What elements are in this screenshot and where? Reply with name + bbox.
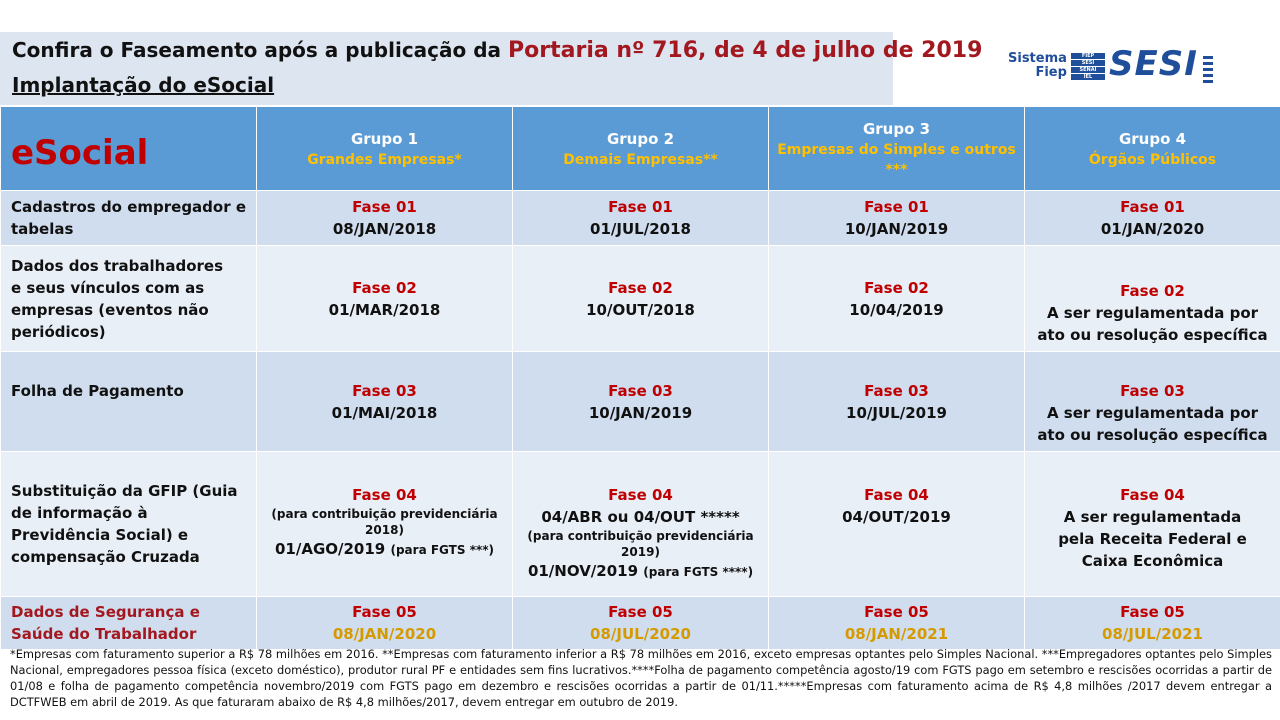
logo-sesi-text: SESI — [1109, 44, 1198, 84]
sesi-logo — [1005, 44, 1220, 92]
phase-cell: Fase 04 04/ABR ou 04/OUT ***** (para contribuição previdenciária 2019) 01/NOV/2019 (para FGTS ****) — [513, 452, 769, 597]
phase-cell: Fase 05 08/JUL/2020 — [513, 597, 769, 650]
table-row — [1, 246, 1280, 352]
group-3-header: Grupo 3 Empresas do Simples e outros *** — [769, 107, 1025, 191]
phase-cell: Fase 02 10/OUT/2018 — [513, 246, 769, 352]
phase-cell: Fase 03 A ser regulamentada por ato ou resolução específica — [1025, 352, 1280, 452]
phase-cell: Fase 05 08/JAN/2021 — [769, 597, 1025, 650]
row-label: Cadastros do empregador e tabelas — [1, 191, 257, 246]
phase-cell: Fase 04 04/OUT/2019 — [769, 452, 1025, 597]
row-label: Substituição da GFIP (Guia de informação à Previdência Social) e compensação Cruzada — [1, 452, 257, 597]
phase-cell: Fase 02 A ser regulamentada por ato ou resolução específica — [1025, 246, 1280, 352]
table-row — [1, 191, 1280, 246]
page-subtitle: Implantação do eSocial — [12, 73, 275, 97]
logo-sistema-fiep: Sistema Fiep — [1008, 51, 1067, 80]
logo-lines — [1203, 56, 1213, 86]
phase-cell: Fase 01 08/JAN/2018 — [257, 191, 513, 246]
page-title — [12, 38, 982, 63]
phase-cell: Fase 04 A ser regulamentada pela Receita Federal e Caixa Econômica — [1025, 452, 1280, 597]
phase-cell: Fase 05 08/JUL/2021 — [1025, 597, 1280, 650]
group-4-header: Grupo 4 Órgãos Públicos — [1025, 107, 1280, 191]
phase-cell: Fase 04 (para contribuição previdenciária 2018) 01/AGO/2019 (para FGTS ***) — [257, 452, 513, 597]
table-row — [1, 452, 1280, 597]
phase-cell: Fase 02 10/04/2019 — [769, 246, 1025, 352]
row-label: Folha de Pagamento — [1, 352, 257, 452]
row-label: Dados de Segurança e Saúde do Trabalhador — [1, 597, 257, 650]
title-prefix: Confira o Faseamento após a publicação da — [12, 38, 502, 62]
group-1-header: Grupo 1 Grandes Empresas* — [257, 107, 513, 191]
table-row — [1, 597, 1280, 650]
title-highlight: Portaria nº 716, de 4 de julho de 2019 — [508, 38, 983, 63]
footnote: *Empresas com faturamento superior a R$ 78 milhões em 2016. **Empresas com faturamento inferior a R$ 78 milhões em 2016, exceto empresas optantes pelo Simples Nacional. ***Empregadores optantes pelo Simples Nacional, empregadores pessoa física (exceto doméstico), produtor rural PF e entidades sem fins lucrativos.****Folha de pagamento competência agosto/19 com FGTS pago em setembro e rescisões ocorridas a partir de 01/08 e folha de pagamento competência novembro/2019 com FGTS pago em dezembro e rescisões ocorridas a partir de 01/11.*****Empresas com faturamento acima de R$ 4,8 milhões /2017 devem entregar a DCTFWEB em abril de 2019. As que faturaram abaixo de R$ 4,8 milhões/2017, devem entregar em outubro de 2019. — [10, 647, 1272, 709]
group-2-header: Grupo 2 Demais Empresas** — [513, 107, 769, 191]
phase-table — [0, 106, 1280, 650]
phase-cell: Fase 03 10/JAN/2019 — [513, 352, 769, 452]
phase-cell: Fase 02 01/MAR/2018 — [257, 246, 513, 352]
row-label: Dados dos trabalhadores e seus vínculos com as empresas (eventos não periódicos) — [1, 246, 257, 352]
table-row — [1, 352, 1280, 452]
phase-cell: Fase 05 08/JAN/2020 — [257, 597, 513, 650]
table-header — [1, 107, 1280, 191]
esocial-label: eSocial — [1, 107, 257, 191]
phase-cell: Fase 03 10/JUL/2019 — [769, 352, 1025, 452]
phase-cell: Fase 01 01/JUL/2018 — [513, 191, 769, 246]
logo-bars: FIEP SESI SENAI IEL — [1071, 53, 1105, 81]
phase-cell: Fase 03 01/MAI/2018 — [257, 352, 513, 452]
phase-cell: Fase 01 10/JAN/2019 — [769, 191, 1025, 246]
phase-cell: Fase 01 01/JAN/2020 — [1025, 191, 1280, 246]
